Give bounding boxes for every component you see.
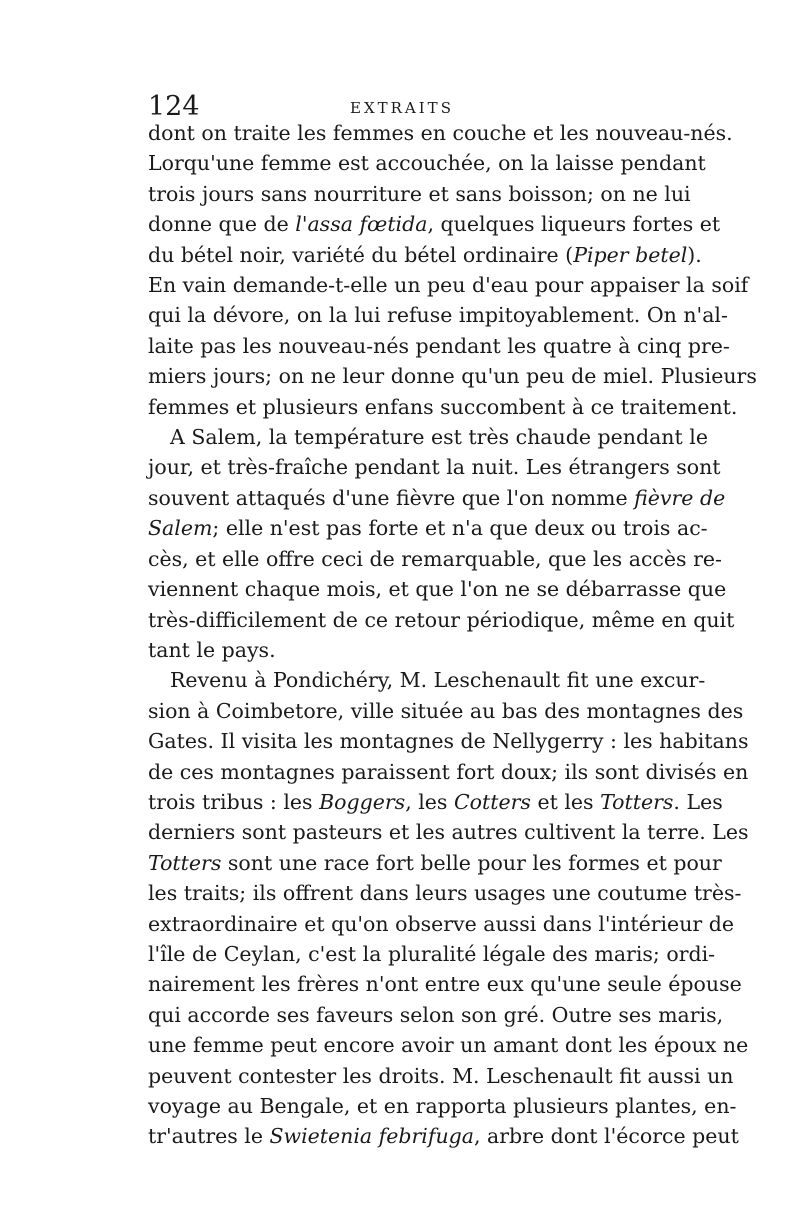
text-segment: laite pas les nouveau-nés pendant les quatre à cinq pre- bbox=[148, 333, 730, 358]
text-line bbox=[148, 392, 738, 422]
text-line bbox=[148, 757, 749, 787]
text-segment: femmes et plusieurs enfans succombent à ce traitement. bbox=[148, 394, 738, 419]
text-segment: En vain demande-t-elle un peu d'eau pour appaiser la soif bbox=[148, 273, 749, 298]
text-segment: et les bbox=[530, 789, 601, 814]
text-line bbox=[148, 179, 691, 209]
italic-text: l'assa fœtida bbox=[295, 212, 428, 237]
text-line bbox=[148, 422, 708, 452]
text-line bbox=[148, 665, 706, 695]
italic-text: Cotters bbox=[453, 789, 531, 814]
text-segment: Revenu à Pondichéry, M. Leschenault fit une excur- bbox=[170, 668, 706, 693]
text-segment: qui accorde ses faveurs selon son gré. Outre ses maris, bbox=[148, 1002, 724, 1027]
text-segment: , quelques liqueurs fortes et bbox=[427, 212, 721, 237]
body-text bbox=[148, 118, 757, 1152]
text-line bbox=[148, 209, 721, 239]
text-segment: l'île de Ceylan, c'est la pluralité légale des maris; ordi- bbox=[148, 941, 716, 966]
text-segment: . Les bbox=[673, 789, 723, 814]
text-segment: peuvent contester les droits. M. Leschenault fit aussi un bbox=[148, 1063, 734, 1088]
italic-text: Totters bbox=[148, 850, 222, 875]
text-line bbox=[148, 605, 735, 635]
text-segment: , les bbox=[405, 789, 454, 814]
text-segment: qui la dévore, on la lui refuse impitoyablement. On n'al- bbox=[148, 303, 728, 328]
text-line bbox=[148, 270, 749, 300]
italic-text: Totters bbox=[600, 789, 674, 814]
text-line bbox=[148, 331, 730, 361]
text-segment: jour, et très-fraîche pendant la nuit. Les étrangers sont bbox=[148, 455, 721, 480]
text-line bbox=[148, 878, 742, 908]
text-segment: dont on traite les femmes en couche et les nouveau-nés. bbox=[148, 121, 733, 145]
text-line bbox=[148, 118, 733, 148]
text-line bbox=[148, 452, 721, 482]
text-segment: sion à Coimbetore, ville située au bas des montagnes des bbox=[148, 698, 744, 723]
italic-text: Piper betel bbox=[573, 242, 688, 267]
italic-text: Salem bbox=[148, 516, 213, 541]
text-segment: nairement les frères n'ont entre eux qu'une seule épouse bbox=[148, 972, 742, 997]
text-line bbox=[148, 544, 722, 574]
text-line bbox=[148, 787, 723, 817]
text-segment: très-difficilement de ce retour périodique, même en quit bbox=[148, 607, 735, 632]
text-line bbox=[148, 300, 728, 330]
text-segment: ). bbox=[687, 242, 702, 267]
text-line bbox=[148, 1091, 737, 1121]
italic-text: fièvre de bbox=[634, 485, 726, 510]
text-line bbox=[148, 1061, 734, 1091]
text-line bbox=[148, 909, 734, 939]
text-segment: , arbre dont l'écorce peut bbox=[474, 1124, 739, 1149]
text-segment: Lorqu'une femme est accouchée, on la laisse pendant bbox=[148, 151, 706, 176]
text-line bbox=[148, 513, 708, 543]
text-segment: donne que de bbox=[148, 212, 296, 237]
text-segment: derniers sont pasteurs et les autres cultivent la terre. Les bbox=[148, 820, 749, 845]
text-segment: viennent chaque mois, et que l'on ne se débarrasse que bbox=[148, 577, 727, 602]
text-segment: A Salem, la température est très chaude pendant le bbox=[170, 425, 708, 450]
text-segment: miers jours; on ne leur donne qu'un peu de miel. Plusieurs bbox=[148, 364, 757, 389]
text-line bbox=[148, 483, 726, 513]
text-line bbox=[148, 1000, 724, 1030]
text-line bbox=[148, 817, 749, 847]
text-line bbox=[148, 1121, 739, 1151]
italic-text: Boggers bbox=[319, 789, 406, 814]
text-segment: de ces montagnes paraissent fort doux; ils sont divisés en bbox=[148, 759, 749, 784]
text-line bbox=[148, 848, 722, 878]
text-line bbox=[148, 574, 727, 604]
text-segment: du bétel noir, variété du bétel ordinaire ( bbox=[148, 242, 574, 267]
text-segment: sont une race fort belle pour les formes et pour bbox=[221, 850, 722, 875]
text-segment: tr'autres le bbox=[148, 1124, 270, 1149]
text-segment: cès, et elle offre ceci de remarquable, que les accès re- bbox=[148, 546, 722, 571]
text-segment: tant le pays. bbox=[148, 637, 276, 662]
text-line bbox=[148, 148, 706, 178]
text-segment: extraordinaire et qu'on observe aussi dans l'intérieur de bbox=[148, 911, 734, 936]
text-segment: ; elle n'est pas forte et n'a que deux ou trois ac- bbox=[212, 516, 708, 541]
text-segment: voyage au Bengale, et en rapporta plusieurs plantes, en- bbox=[148, 1094, 737, 1118]
text-line bbox=[148, 969, 742, 999]
italic-text: Swietenia febrifuga bbox=[269, 1124, 474, 1149]
text-line bbox=[148, 240, 702, 270]
text-line bbox=[148, 1030, 749, 1060]
page-number: 124 bbox=[148, 91, 200, 122]
text-segment: Gates. Il visita les montagnes de Nellygerry : les habitans bbox=[148, 729, 749, 754]
text-line bbox=[148, 361, 757, 391]
text-line bbox=[148, 939, 716, 969]
running-head: EXTRAITS bbox=[350, 99, 454, 117]
text-segment: souvent attaqués d'une fièvre que l'on nomme bbox=[148, 485, 635, 510]
text-line bbox=[148, 696, 744, 726]
text-segment: les traits; ils offrent dans leurs usages une coutume très- bbox=[148, 881, 742, 906]
text-line bbox=[148, 635, 656, 665]
text-line bbox=[148, 726, 749, 756]
text-segment: trois tribus : les bbox=[148, 789, 320, 814]
text-segment: trois jours sans nourriture et sans boisson; on ne lui bbox=[148, 181, 691, 206]
text-segment: une femme peut encore avoir un amant dont les époux ne bbox=[148, 1033, 749, 1058]
